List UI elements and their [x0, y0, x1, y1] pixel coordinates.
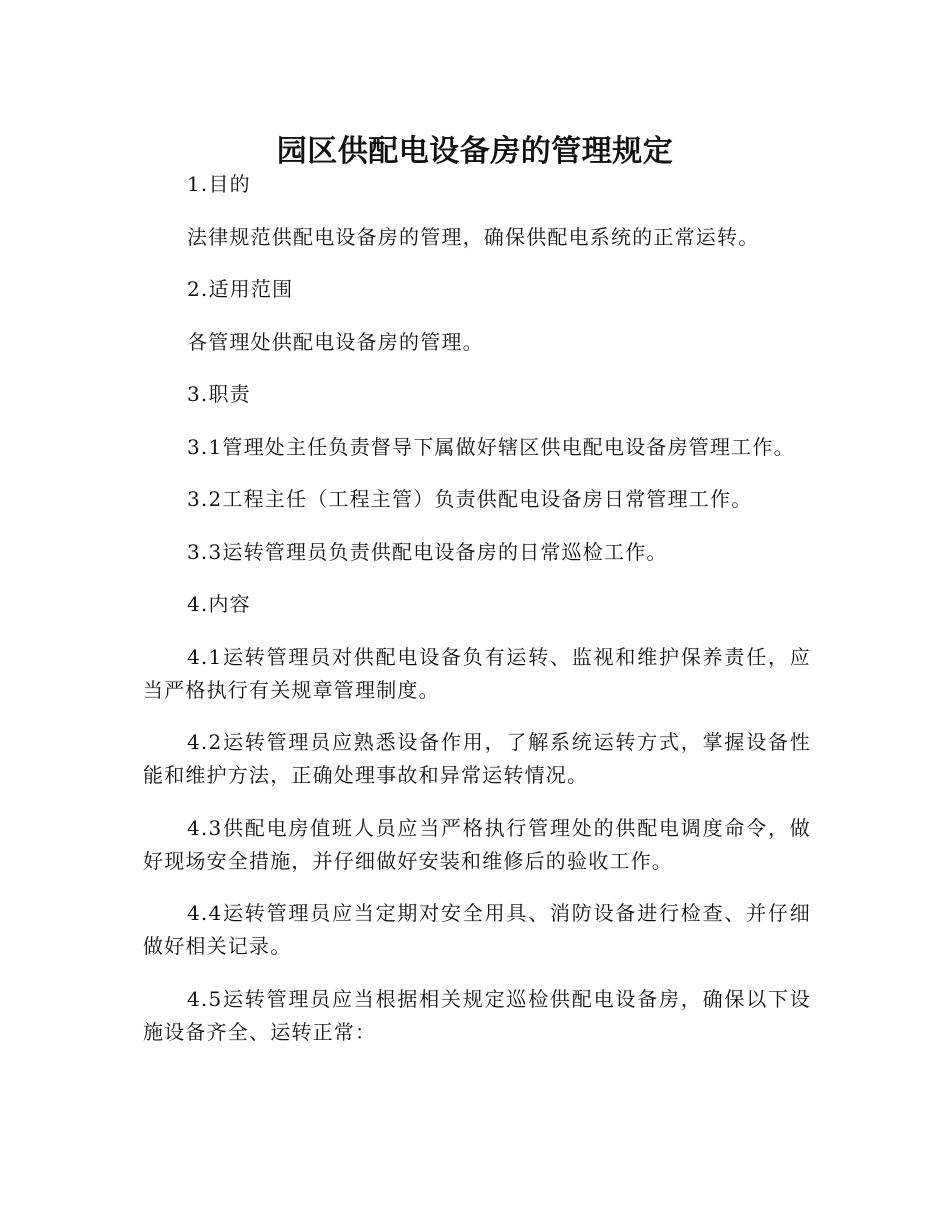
paragraph-scope: 各管理处供配电设备房的管理。 — [187, 329, 484, 354]
section-heading-purpose: 1.目的 — [187, 172, 251, 196]
paragraph-content-4-4: 4.4运转管理员应当定期对安全用具、消防设备进行检查、并仔细做好相关记录。 — [143, 901, 811, 958]
paragraph-purpose: 法律规范供配电设备房的管理，确保供配电系统的正常运转。 — [187, 224, 760, 249]
document-title: 园区供配电设备房的管理规定 — [276, 134, 674, 170]
paragraph-content-4-5: 4.5运转管理员应当根据相关规定巡检供配电设备房，确保以下设施设备齐全、运转正常： — [143, 986, 811, 1044]
paragraph-duty-3-3: 3.3运转管理员负责供配电设备房的日常巡检工作。 — [187, 539, 668, 564]
section-heading-scope: 2.适用范围 — [187, 277, 294, 301]
section-heading-duties: 3.职责 — [187, 382, 251, 406]
paragraph-content-4-3: 4.3供配电房值班人员应当严格执行管理处的供配电调度命令，做好现场安全措施，并仔细做好安装和维修后的验收工作。 — [143, 815, 811, 873]
paragraph-content-4-1: 4.1运转管理员对供配电设备负有运转、监视和维护保养责任，应当严格执行有关规章管理制度。 — [143, 644, 811, 702]
paragraph-duty-3-2: 3.2工程主任（工程主管）负责供配电设备房日常管理工作。 — [187, 487, 753, 511]
section-heading-content: 4.内容 — [187, 592, 251, 616]
paragraph-duty-3-1: 3.1管理处主任负责督导下属做好辖区供电配电设备房管理工作。 — [187, 434, 795, 459]
document-body — [143, 168, 811, 1068]
paragraph-content-4-2: 4.2运转管理员应熟悉设备作用，了解系统运转方式，掌握设备性能和维护方法，正确处理事故和异常运转情况。 — [143, 730, 811, 787]
